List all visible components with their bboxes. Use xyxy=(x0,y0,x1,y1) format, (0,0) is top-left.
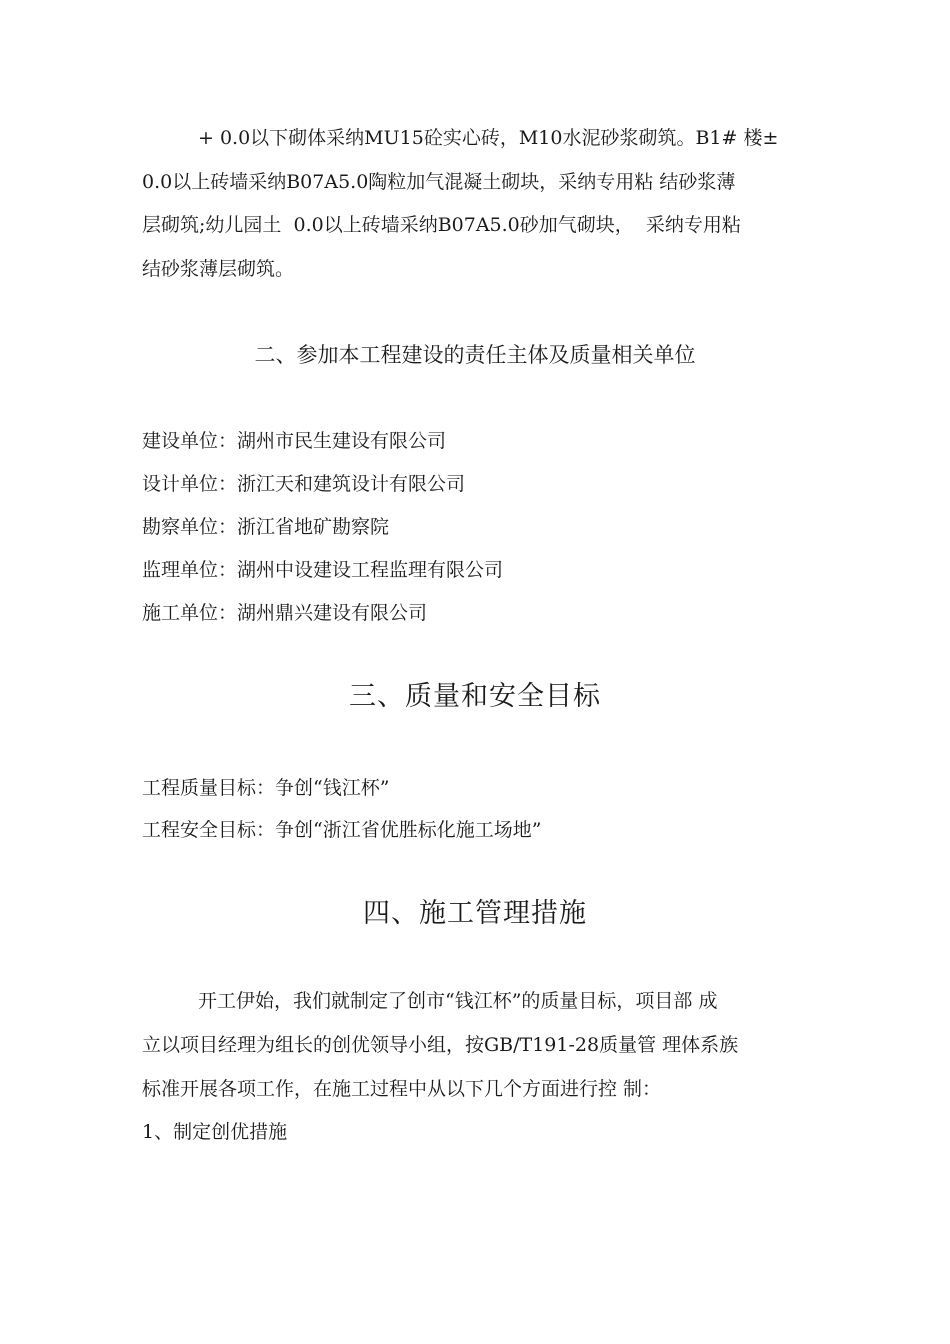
section-heading-4: 四、施工管理措施 xyxy=(363,898,587,929)
paragraph-line: 开工伊始，我们就制定了创市“钱江杯”的质量目标，项目部 成 xyxy=(198,990,718,1012)
paragraph-line: + 0.0以下砌体采纳MU15砼实心砖，M10水泥砂浆砌筑。B1# 楼± xyxy=(198,127,779,149)
goal-line-safety: 工程安全目标：争创“浙江省优胜标化施工场地” xyxy=(142,819,542,841)
list-item-heading: 1、制定创优措施 xyxy=(142,1121,288,1143)
paragraph-line: 0.0以上砖墙采纳B07A5.0陶粒加气混凝土砌块，采纳专用粘 结砂浆薄 xyxy=(142,171,736,193)
paragraph-line: 标准开展各项工作，在施工过程中从以下几个方面进行控 制： xyxy=(142,1078,662,1100)
unit-line-contractor: 施工单位：湖州鼎兴建设有限公司 xyxy=(142,602,428,624)
unit-line-survey: 勘察单位：浙江省地矿勘察院 xyxy=(142,516,390,538)
paragraph-line: 立以项目经理为组长的创优领导小组，按GB/T191-28质量管 理体系族 xyxy=(142,1034,739,1056)
unit-line-design: 设计单位：浙江天和建筑设计有限公司 xyxy=(142,473,466,495)
section-heading-3: 三、质量和安全目标 xyxy=(349,681,601,712)
paragraph-line: 层砌筑;幼儿园土 0.0以上砖墙采纳B07A5.0砂加气砌块， 采纳专用粘 xyxy=(142,214,741,236)
goal-line-quality: 工程质量目标：争创“钱江杯” xyxy=(142,777,390,799)
unit-line-supervision: 监理单位：湖州中设建设工程监理有限公司 xyxy=(142,559,504,581)
paragraph-line: 结砂浆薄层砌筑。 xyxy=(142,258,295,280)
section-heading-2: 二、参加本工程建设的责任主体及质量相关单位 xyxy=(254,343,696,367)
unit-line-construction: 建设单位：湖州市民生建设有限公司 xyxy=(142,430,447,452)
